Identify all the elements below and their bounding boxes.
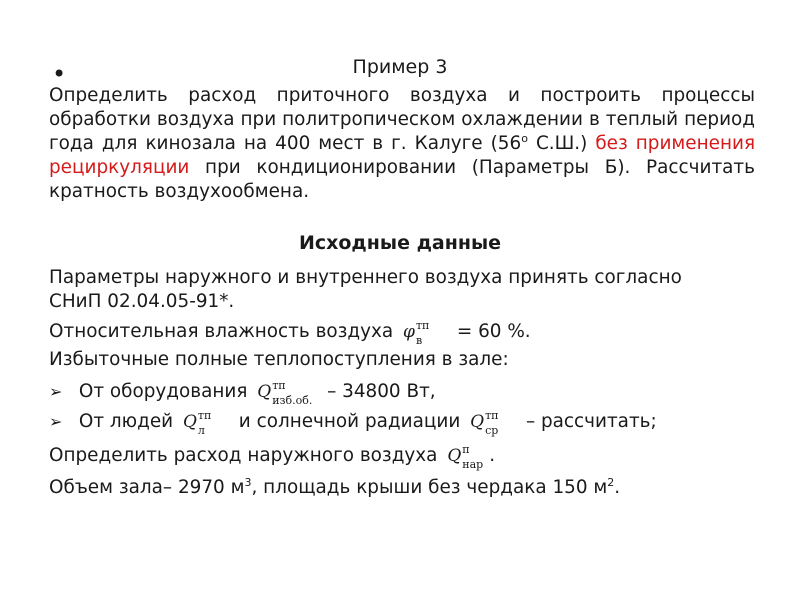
q-people-symbol: [182, 409, 212, 437]
excess-heat-line: Избыточные полные теплопоступления в зале:: [49, 349, 509, 370]
phi-char: φ: [403, 322, 415, 342]
params-line-1: Параметры наружного и внутреннего воздуха принять согласно: [49, 267, 682, 288]
volume-line: [49, 476, 620, 500]
degree-mark: о: [521, 131, 528, 145]
calc-value: – рассчитать;: [525, 411, 657, 432]
humidity-line: [49, 319, 531, 347]
q-outdoor-sup: п: [462, 443, 470, 456]
equipment-line: [49, 379, 436, 407]
equipment-label: От оборудования: [78, 381, 248, 402]
q-char: Q: [257, 382, 272, 402]
humidity-symbol-group: [399, 319, 430, 347]
task-text-2: С.Ш.): [527, 133, 596, 154]
humidity-label: Относительная влажность воздуха: [49, 321, 394, 342]
q-outdoor-group: [443, 443, 484, 471]
task-highlight: без применения рециркуляции: [49, 133, 756, 178]
q-char: Q: [447, 446, 462, 466]
q-equipment-group: [253, 379, 313, 407]
q-char: Q: [182, 412, 197, 432]
task-text-3: при кондиционировании (Параметры Б). Рассчитать кратность воздухообмена.: [49, 157, 755, 202]
phi-sup: тп: [415, 319, 430, 332]
q-solar-group: [466, 409, 499, 437]
volume-text-2: , площадь крыши без чердака 150 м: [251, 477, 608, 498]
solar-label: и солнечной радиации: [238, 411, 461, 432]
outdoor-air-line: [49, 443, 496, 471]
arrow-bullet-icon: ➢: [49, 412, 63, 431]
people-label: От людей: [78, 411, 174, 432]
q-people-sub: л: [197, 424, 205, 437]
outdoor-label: Определить расход наружного воздуха: [49, 445, 438, 466]
params-line-2: СНиП 02.04.05-91*.: [49, 291, 235, 312]
source-data-heading: Исходные данные: [298, 232, 502, 254]
q-char: Q: [470, 412, 485, 432]
area-exponent: 2: [607, 475, 615, 489]
volume-text-1: Объем зала– 2970 м: [49, 477, 245, 498]
q-solar-sub: ср: [485, 424, 499, 437]
arrow-bullet-icon: ➢: [49, 382, 63, 401]
task-text-1: Определить расход приточного воздуха и построить процессы обработки воздуха при политропическом охлаждении в теплый период года для кинозала на 400 мест в г. Калуге (56: [49, 85, 755, 154]
q-solar-symbol: [470, 409, 499, 437]
q-solar-sup: тп: [485, 409, 499, 422]
q-outdoor-sub: нар: [462, 458, 484, 471]
q-equipment-sub: изб.об.: [272, 394, 313, 407]
q-equipment-symbol: [257, 379, 313, 407]
q-people-sup: тп: [197, 409, 212, 422]
phi-sub: в: [415, 334, 423, 347]
q-equipment-sup: тп: [272, 379, 286, 392]
volume-end: .: [614, 477, 621, 498]
phi-symbol: [403, 319, 430, 347]
example-title: Пример 3: [352, 56, 448, 78]
equipment-value: – 34800 Вт,: [327, 381, 436, 402]
task-paragraph: [49, 84, 755, 204]
bullet-dot: •: [52, 60, 67, 88]
volume-exponent: 3: [244, 475, 252, 489]
humidity-value: = 60 %.: [456, 321, 531, 342]
outdoor-end: .: [489, 445, 496, 466]
q-people-group: [179, 409, 212, 437]
q-outdoor-symbol: [447, 443, 484, 471]
people-line: [49, 409, 657, 437]
